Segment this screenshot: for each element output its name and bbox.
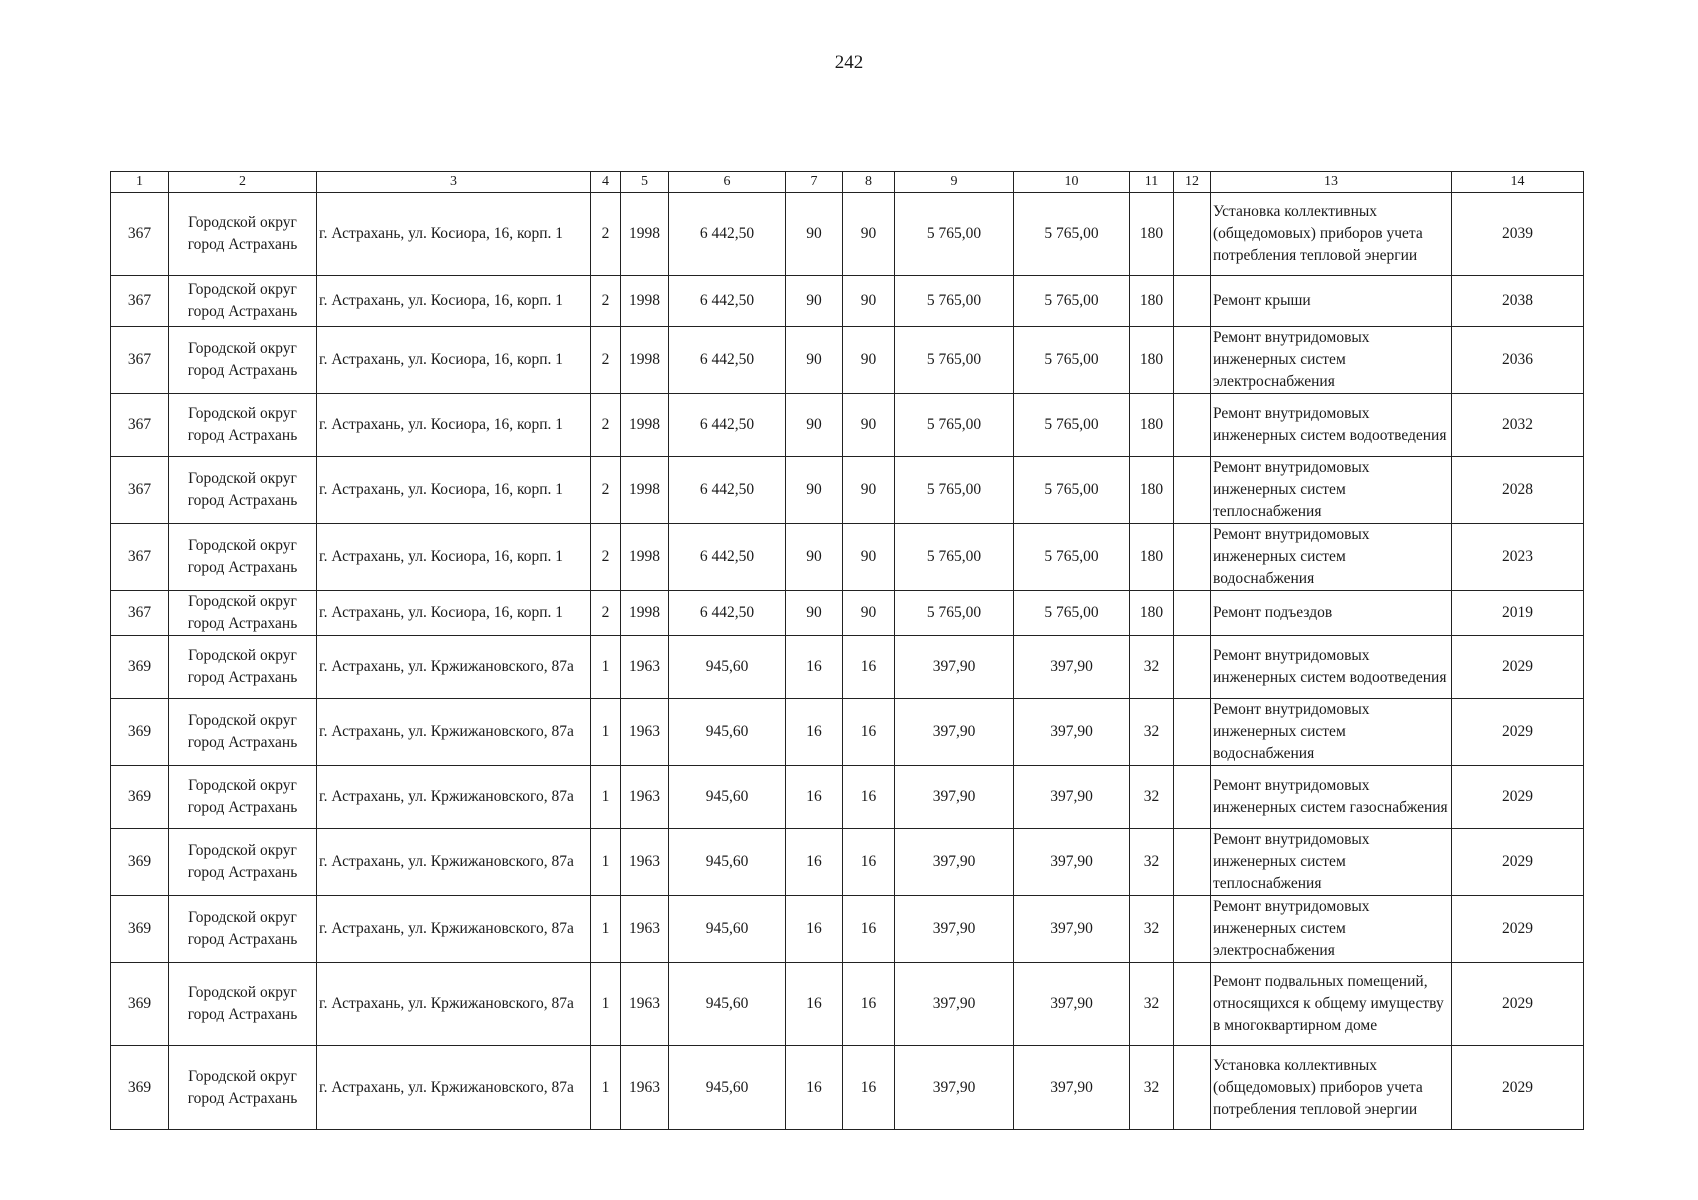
row-number: 367 xyxy=(111,394,169,457)
address-cell: г. Астрахань, ул. Кржижановского, 87а xyxy=(317,829,591,896)
column-number: 1 xyxy=(111,172,169,193)
column-number: 11 xyxy=(1130,172,1174,193)
col7-cell: 16 xyxy=(786,829,843,896)
row-number: 367 xyxy=(111,524,169,591)
table-row xyxy=(111,829,1584,896)
municipality-cell: Городской округ город Астрахань xyxy=(169,766,317,829)
municipality-cell: Городской округ город Астрахань xyxy=(169,591,317,636)
row-number: 369 xyxy=(111,896,169,963)
year-cell: 1963 xyxy=(621,1046,669,1130)
plan-year-cell: 2029 xyxy=(1452,829,1584,896)
col4-cell: 1 xyxy=(591,636,621,699)
col12-cell xyxy=(1174,636,1211,699)
address-cell: г. Астрахань, ул. Кржижановского, 87а xyxy=(317,1046,591,1130)
table-row xyxy=(111,1046,1584,1130)
address-cell: г. Астрахань, ул. Косиора, 16, корп. 1 xyxy=(317,591,591,636)
col4-cell: 2 xyxy=(591,457,621,524)
col7-cell: 90 xyxy=(786,591,843,636)
col7-cell: 90 xyxy=(786,193,843,276)
plan-year-cell: 2029 xyxy=(1452,766,1584,829)
work-type-cell: Ремонт крыши xyxy=(1211,276,1452,327)
area-cell: 945,60 xyxy=(669,829,786,896)
page-number: 242 xyxy=(834,52,864,73)
col4-cell: 2 xyxy=(591,591,621,636)
col9-cell: 5 765,00 xyxy=(895,276,1014,327)
municipality-cell: Городской округ город Астрахань xyxy=(169,327,317,394)
table-row xyxy=(111,699,1584,766)
col10-cell: 5 765,00 xyxy=(1014,193,1130,276)
year-cell: 1963 xyxy=(621,766,669,829)
column-number: 5 xyxy=(621,172,669,193)
address-cell: г. Астрахань, ул. Косиора, 16, корп. 1 xyxy=(317,457,591,524)
table-row xyxy=(111,591,1584,636)
col4-cell: 1 xyxy=(591,963,621,1046)
col9-cell: 397,90 xyxy=(895,699,1014,766)
col10-cell: 397,90 xyxy=(1014,636,1130,699)
plan-year-cell: 2038 xyxy=(1452,276,1584,327)
address-cell: г. Астрахань, ул. Кржижановского, 87а xyxy=(317,699,591,766)
col8-cell: 16 xyxy=(843,896,895,963)
col8-cell: 90 xyxy=(843,193,895,276)
row-number: 369 xyxy=(111,963,169,1046)
work-type-cell: Ремонт внутридомовых инженерных систем теплоснабжения xyxy=(1211,829,1452,896)
col9-cell: 397,90 xyxy=(895,636,1014,699)
col8-cell: 90 xyxy=(843,457,895,524)
col10-cell: 5 765,00 xyxy=(1014,394,1130,457)
address-cell: г. Астрахань, ул. Кржижановского, 87а xyxy=(317,896,591,963)
col10-cell: 5 765,00 xyxy=(1014,327,1130,394)
row-number: 369 xyxy=(111,1046,169,1130)
col11-cell: 180 xyxy=(1130,327,1174,394)
address-cell: г. Астрахань, ул. Косиора, 16, корп. 1 xyxy=(317,276,591,327)
work-type-cell: Установка коллективных (общедомовых) приборов учета потребления тепловой энергии xyxy=(1211,193,1452,276)
col12-cell xyxy=(1174,1046,1211,1130)
plan-year-cell: 2028 xyxy=(1452,457,1584,524)
col4-cell: 2 xyxy=(591,193,621,276)
col10-cell: 397,90 xyxy=(1014,699,1130,766)
col4-cell: 2 xyxy=(591,327,621,394)
col7-cell: 16 xyxy=(786,699,843,766)
area-cell: 6 442,50 xyxy=(669,193,786,276)
municipality-cell: Городской округ город Астрахань xyxy=(169,394,317,457)
col10-cell: 5 765,00 xyxy=(1014,457,1130,524)
col7-cell: 90 xyxy=(786,394,843,457)
work-type-cell: Ремонт внутридомовых инженерных систем водоотведения xyxy=(1211,636,1452,699)
col4-cell: 1 xyxy=(591,766,621,829)
plan-year-cell: 2029 xyxy=(1452,636,1584,699)
column-number: 14 xyxy=(1452,172,1584,193)
col9-cell: 5 765,00 xyxy=(895,394,1014,457)
row-number: 367 xyxy=(111,457,169,524)
year-cell: 1998 xyxy=(621,193,669,276)
row-number: 367 xyxy=(111,327,169,394)
municipality-cell: Городской округ город Астрахань xyxy=(169,896,317,963)
year-cell: 1998 xyxy=(621,524,669,591)
column-number: 9 xyxy=(895,172,1014,193)
address-cell: г. Астрахань, ул. Кржижановского, 87а xyxy=(317,636,591,699)
area-cell: 6 442,50 xyxy=(669,524,786,591)
col12-cell xyxy=(1174,524,1211,591)
col10-cell: 397,90 xyxy=(1014,829,1130,896)
col12-cell xyxy=(1174,829,1211,896)
col12-cell xyxy=(1174,896,1211,963)
col11-cell: 180 xyxy=(1130,394,1174,457)
plan-year-cell: 2036 xyxy=(1452,327,1584,394)
col7-cell: 16 xyxy=(786,636,843,699)
row-number: 367 xyxy=(111,276,169,327)
work-type-cell: Ремонт внутридомовых инженерных систем теплоснабжения xyxy=(1211,457,1452,524)
row-number: 369 xyxy=(111,766,169,829)
area-cell: 945,60 xyxy=(669,766,786,829)
col12-cell xyxy=(1174,963,1211,1046)
year-cell: 1998 xyxy=(621,591,669,636)
col7-cell: 16 xyxy=(786,766,843,829)
table-row xyxy=(111,193,1584,276)
col4-cell: 1 xyxy=(591,896,621,963)
table-row xyxy=(111,276,1584,327)
col4-cell: 1 xyxy=(591,699,621,766)
col12-cell xyxy=(1174,699,1211,766)
address-cell: г. Астрахань, ул. Косиора, 16, корп. 1 xyxy=(317,327,591,394)
area-cell: 945,60 xyxy=(669,896,786,963)
year-cell: 1998 xyxy=(621,276,669,327)
col9-cell: 5 765,00 xyxy=(895,457,1014,524)
year-cell: 1963 xyxy=(621,963,669,1046)
col12-cell xyxy=(1174,327,1211,394)
row-number: 367 xyxy=(111,591,169,636)
row-number: 369 xyxy=(111,699,169,766)
col12-cell xyxy=(1174,193,1211,276)
col11-cell: 32 xyxy=(1130,1046,1174,1130)
col9-cell: 397,90 xyxy=(895,1046,1014,1130)
col11-cell: 32 xyxy=(1130,699,1174,766)
column-number: 13 xyxy=(1211,172,1452,193)
col11-cell: 180 xyxy=(1130,457,1174,524)
column-number: 12 xyxy=(1174,172,1211,193)
work-type-cell: Ремонт внутридомовых инженерных систем электроснабжения xyxy=(1211,896,1452,963)
municipality-cell: Городской округ город Астрахань xyxy=(169,829,317,896)
area-cell: 945,60 xyxy=(669,1046,786,1130)
col7-cell: 16 xyxy=(786,963,843,1046)
col11-cell: 180 xyxy=(1130,193,1174,276)
col4-cell: 2 xyxy=(591,276,621,327)
table-row xyxy=(111,327,1584,394)
col9-cell: 5 765,00 xyxy=(895,591,1014,636)
column-number: 2 xyxy=(169,172,317,193)
col9-cell: 397,90 xyxy=(895,896,1014,963)
col8-cell: 90 xyxy=(843,394,895,457)
column-number: 7 xyxy=(786,172,843,193)
year-cell: 1963 xyxy=(621,829,669,896)
col7-cell: 90 xyxy=(786,276,843,327)
col11-cell: 32 xyxy=(1130,636,1174,699)
year-cell: 1998 xyxy=(621,394,669,457)
plan-year-cell: 2029 xyxy=(1452,1046,1584,1130)
area-cell: 6 442,50 xyxy=(669,457,786,524)
work-type-cell: Ремонт внутридомовых инженерных систем водоснабжения xyxy=(1211,524,1452,591)
table-row xyxy=(111,963,1584,1046)
col11-cell: 180 xyxy=(1130,524,1174,591)
col10-cell: 5 765,00 xyxy=(1014,276,1130,327)
plan-year-cell: 2032 xyxy=(1452,394,1584,457)
municipality-cell: Городской округ город Астрахань xyxy=(169,524,317,591)
plan-year-cell: 2039 xyxy=(1452,193,1584,276)
table-body xyxy=(111,172,1584,1130)
municipality-cell: Городской округ город Астрахань xyxy=(169,963,317,1046)
column-number: 4 xyxy=(591,172,621,193)
row-number: 369 xyxy=(111,829,169,896)
col7-cell: 90 xyxy=(786,524,843,591)
table-row xyxy=(111,524,1584,591)
col8-cell: 16 xyxy=(843,963,895,1046)
col8-cell: 16 xyxy=(843,766,895,829)
work-type-cell: Ремонт внутридомовых инженерных систем электроснабжения xyxy=(1211,327,1452,394)
col4-cell: 2 xyxy=(591,524,621,591)
year-cell: 1963 xyxy=(621,636,669,699)
area-cell: 6 442,50 xyxy=(669,394,786,457)
address-cell: г. Астрахань, ул. Косиора, 16, корп. 1 xyxy=(317,394,591,457)
col9-cell: 397,90 xyxy=(895,963,1014,1046)
municipality-cell: Городской округ город Астрахань xyxy=(169,276,317,327)
address-cell: г. Астрахань, ул. Кржижановского, 87а xyxy=(317,963,591,1046)
col12-cell xyxy=(1174,766,1211,829)
row-number: 367 xyxy=(111,193,169,276)
col11-cell: 32 xyxy=(1130,963,1174,1046)
col12-cell xyxy=(1174,394,1211,457)
address-cell: г. Астрахань, ул. Кржижановского, 87а xyxy=(317,766,591,829)
col4-cell: 1 xyxy=(591,1046,621,1130)
col11-cell: 32 xyxy=(1130,829,1174,896)
col8-cell: 16 xyxy=(843,699,895,766)
col10-cell: 397,90 xyxy=(1014,766,1130,829)
col8-cell: 90 xyxy=(843,327,895,394)
col8-cell: 16 xyxy=(843,829,895,896)
municipality-cell: Городской округ город Астрахань xyxy=(169,193,317,276)
col10-cell: 397,90 xyxy=(1014,963,1130,1046)
col10-cell: 397,90 xyxy=(1014,1046,1130,1130)
work-type-cell: Ремонт подвальных помещений, относящихся к общему имуществу в многоквартирном доме xyxy=(1211,963,1452,1046)
area-cell: 6 442,50 xyxy=(669,327,786,394)
column-number-row xyxy=(111,172,1584,193)
municipality-cell: Городской округ город Астрахань xyxy=(169,1046,317,1130)
plan-year-cell: 2019 xyxy=(1452,591,1584,636)
year-cell: 1998 xyxy=(621,327,669,394)
address-cell: г. Астрахань, ул. Косиора, 16, корп. 1 xyxy=(317,193,591,276)
col9-cell: 397,90 xyxy=(895,766,1014,829)
plan-year-cell: 2023 xyxy=(1452,524,1584,591)
table-row xyxy=(111,636,1584,699)
municipality-cell: Городской округ город Астрахань xyxy=(169,636,317,699)
address-cell: г. Астрахань, ул. Косиора, 16, корп. 1 xyxy=(317,524,591,591)
col10-cell: 397,90 xyxy=(1014,896,1130,963)
col11-cell: 180 xyxy=(1130,591,1174,636)
work-type-cell: Ремонт внутридомовых инженерных систем водоотведения xyxy=(1211,394,1452,457)
col8-cell: 16 xyxy=(843,1046,895,1130)
col8-cell: 90 xyxy=(843,524,895,591)
area-cell: 6 442,50 xyxy=(669,276,786,327)
col12-cell xyxy=(1174,591,1211,636)
col12-cell xyxy=(1174,457,1211,524)
area-cell: 945,60 xyxy=(669,636,786,699)
table-row xyxy=(111,766,1584,829)
table-row xyxy=(111,457,1584,524)
work-type-cell: Ремонт внутридомовых инженерных систем газоснабжения xyxy=(1211,766,1452,829)
column-number: 8 xyxy=(843,172,895,193)
plan-year-cell: 2029 xyxy=(1452,699,1584,766)
col8-cell: 90 xyxy=(843,591,895,636)
column-number: 3 xyxy=(317,172,591,193)
plan-year-cell: 2029 xyxy=(1452,896,1584,963)
table-row xyxy=(111,394,1584,457)
col9-cell: 397,90 xyxy=(895,829,1014,896)
year-cell: 1963 xyxy=(621,896,669,963)
col7-cell: 16 xyxy=(786,896,843,963)
work-type-cell: Ремонт внутридомовых инженерных систем водоснабжения xyxy=(1211,699,1452,766)
col11-cell: 180 xyxy=(1130,276,1174,327)
col7-cell: 90 xyxy=(786,457,843,524)
municipality-cell: Городской округ город Астрахань xyxy=(169,699,317,766)
col10-cell: 5 765,00 xyxy=(1014,591,1130,636)
col7-cell: 16 xyxy=(786,1046,843,1130)
column-number: 10 xyxy=(1014,172,1130,193)
area-cell: 6 442,50 xyxy=(669,591,786,636)
work-type-cell: Установка коллективных (общедомовых) приборов учета потребления тепловой энергии xyxy=(1211,1046,1452,1130)
col12-cell xyxy=(1174,276,1211,327)
column-number: 6 xyxy=(669,172,786,193)
capital-repair-table xyxy=(110,171,1584,1130)
col9-cell: 5 765,00 xyxy=(895,327,1014,394)
table-row xyxy=(111,896,1584,963)
col9-cell: 5 765,00 xyxy=(895,193,1014,276)
col8-cell: 16 xyxy=(843,636,895,699)
col4-cell: 1 xyxy=(591,829,621,896)
col4-cell: 2 xyxy=(591,394,621,457)
plan-year-cell: 2029 xyxy=(1452,963,1584,1046)
col7-cell: 90 xyxy=(786,327,843,394)
area-cell: 945,60 xyxy=(669,699,786,766)
col11-cell: 32 xyxy=(1130,896,1174,963)
col8-cell: 90 xyxy=(843,276,895,327)
work-type-cell: Ремонт подъездов xyxy=(1211,591,1452,636)
row-number: 369 xyxy=(111,636,169,699)
col10-cell: 5 765,00 xyxy=(1014,524,1130,591)
col11-cell: 32 xyxy=(1130,766,1174,829)
year-cell: 1963 xyxy=(621,699,669,766)
year-cell: 1998 xyxy=(621,457,669,524)
area-cell: 945,60 xyxy=(669,963,786,1046)
municipality-cell: Городской округ город Астрахань xyxy=(169,457,317,524)
col9-cell: 5 765,00 xyxy=(895,524,1014,591)
